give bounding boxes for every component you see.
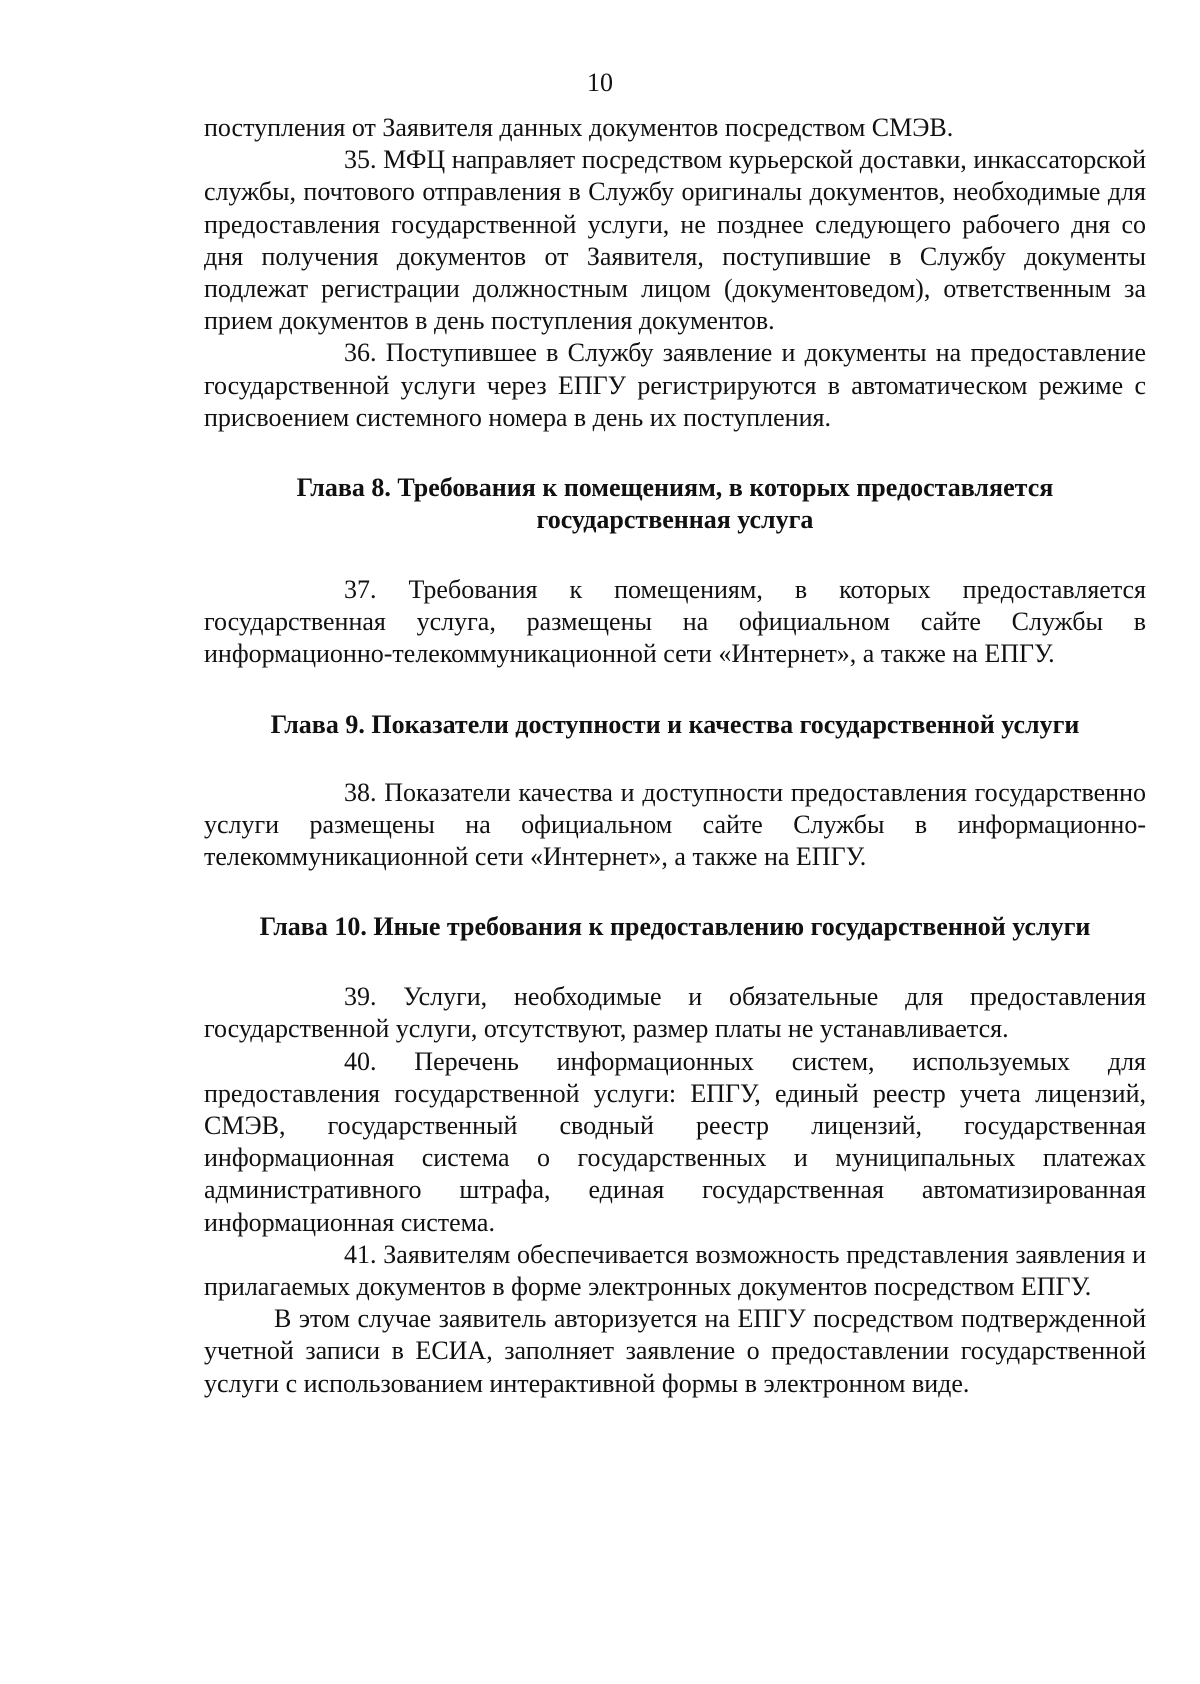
paragraph-35	[204, 144, 1146, 337]
item-number-37: 37.	[344, 575, 377, 605]
paragraph-41	[204, 1239, 1146, 1303]
paragraph-38	[204, 777, 1146, 874]
item-text-38: Показатели качества и доступности предоставления государственно услуги размещены на официальном сайте Службы в информационно-телекоммуникационной сети «Интернет», а также на ЕПГУ.	[204, 777, 1147, 872]
item-number-39: 39.	[344, 982, 377, 1012]
item-number-36: 36.	[344, 338, 377, 368]
item-text-37: Требования к помещениям, в которых предоставляется государственная услуга, размещены на официальном сайте Службы в информационно-телекоммуникационной сети «Интернет», а также на ЕПГУ.	[204, 575, 1146, 669]
chapter-8-heading-line2: государственная услуга	[536, 505, 814, 535]
item-number-35: 35.	[344, 145, 377, 175]
item-number-41: 41.	[344, 1239, 377, 1269]
item-text-35: МФЦ направляет посредством курьерской доставки, инкассаторской службы, почтового отправления в Службу оригиналы документов, необходимые для предоставления государственной услуги, не позднее следующего рабочего дня со дня получения документов от Заявителя, поступившие в Службу документы подлежат регистрации должностным лицом (документоведом), ответственным за прием документов в день поступления документов.	[204, 145, 1146, 336]
paragraph-36	[204, 337, 1146, 434]
item-text-41: Заявителям обеспечивается возможность представления заявления и прилагаемых документов в форме электронных документов посредством ЕПГУ.	[204, 1239, 1147, 1302]
item-text-36: Поступившее в Службу заявление и документы на предоставление государственной услуги через ЕПГУ регистрируются в автоматическом режиме с присвоением системного номера в день их поступления.	[204, 338, 1147, 432]
item-number-38: 38.	[344, 777, 377, 807]
document-body	[204, 112, 1146, 1400]
paragraph-continuation: поступления от Заявителя данных документов посредством СМЭВ.	[204, 113, 954, 142]
chapter-10-heading: Глава 10. Иные требования к предоставлению государственной услуги	[259, 912, 1091, 942]
paragraph-37	[204, 574, 1146, 671]
page-number: 10	[587, 68, 613, 97]
item-text-39: Услуги, необходимые и обязательные для предоставления государственной услуги, отсутствуют, размер платы не устанавливается.	[204, 982, 1146, 1044]
chapter-9-heading: Глава 9. Показатели доступности и качества государственной услуги	[270, 709, 1080, 739]
paragraph-electronic-form: В этом случае заявитель авторизуется на ЕПГУ посредством подтвержденной учетной записи в ЕСИА, заполняет заявление о предоставлении государственной услуги с использованием интерактивной формы в электронном виде.	[204, 1304, 1146, 1398]
item-text-40: Перечень информационных систем, используемых для предоставления государственной услуги: ЕПГУ, единый реестр учета лицензий, СМЭВ, государственный сводный реестр лицензий, государственная информационная система о государственных и муниципальных платежах административного штрафа, единая государственная автоматизированная информационная система.	[204, 1046, 1147, 1237]
paragraph-40	[204, 1046, 1146, 1239]
chapter-8-heading	[204, 472, 1146, 536]
chapter-8-heading-line1: Глава 8. Требования к помещениям, в которых предоставляется	[296, 473, 1054, 503]
item-number-40: 40.	[344, 1046, 377, 1076]
paragraph-39	[204, 981, 1146, 1045]
